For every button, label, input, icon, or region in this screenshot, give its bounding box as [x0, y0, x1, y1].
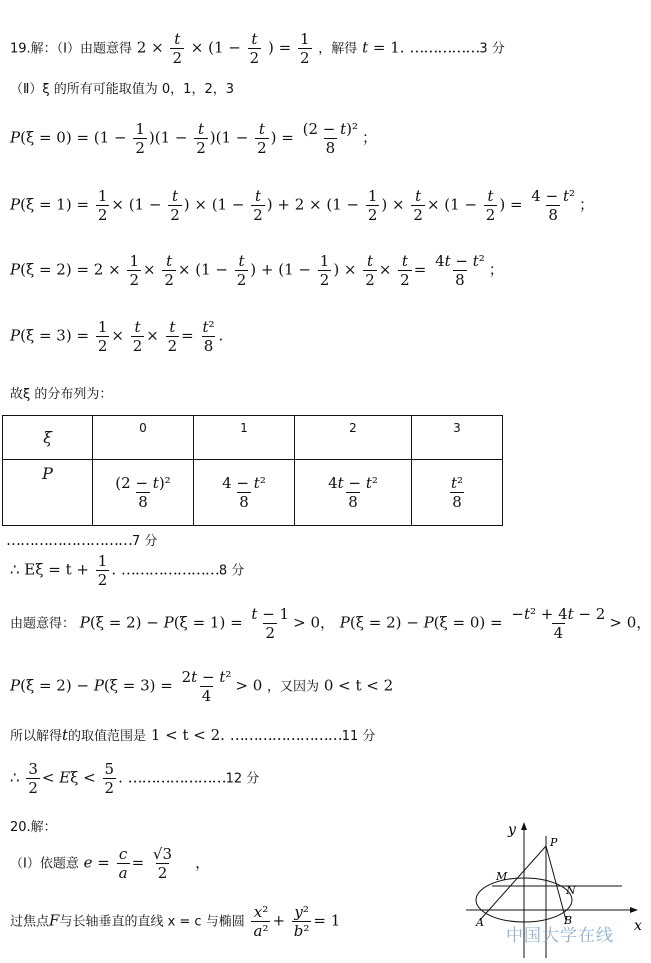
formula-p3: P(ξ = 3) = $\frac{1}{2}$ × $\frac{t}{2}$ × $\frac{t}{2}$ = $\frac{\text{t²}}{8}$ . [10, 318, 224, 355]
line-ap [480, 846, 546, 920]
label-y: y [508, 822, 516, 838]
formula-p1: P(ξ = 1) = $\frac{1}{2}$ × (1 − $\frac{t}{2}$ ) × (1 − $\frac{t}{2}$ ) + 2 × (1 − $\frac{1}{2}$ ) × $\frac{t}{2}$ × (1 − $\frac{t}{2}$ ) = $\frac{\text{4 − t²}}{8}$ ； [10, 187, 595, 224]
q19-part1: 19.解：（Ⅰ）由题意得 2 × $\frac{t}{2}$ × (1 − $\frac{t}{2}$ ) = $\frac{1}{2}$ ，解得 t = 1. ……………3 分 [10, 30, 505, 67]
prob-0: $\frac{\text{(2 − t)²}}{8}$ [93, 460, 194, 526]
y-arrow-icon [521, 822, 527, 830]
value-2: 2 [295, 416, 412, 460]
prob-3: $\frac{\text{t²}}{8}$ [412, 460, 503, 526]
label-a: A [476, 916, 484, 929]
label-m: M [496, 870, 508, 883]
watermark: 中国大学在线 [506, 926, 614, 946]
label-n: N [566, 884, 576, 897]
label-b: B [564, 914, 573, 927]
label-x: x [634, 918, 642, 934]
q19-part2: （Ⅱ）ξ 的所有可能取值为 0，1，2，3 [10, 82, 234, 97]
q20-heading: 20.解： [10, 820, 57, 835]
formula-p0: P(ξ = 0) = (1 − $\frac{1}{2}$ )(1 − $\frac{t}{2}$ )(1 − $\frac{t}{2}$ ) = $\frac{\text{(2 − t)²}}{8}$ ； [10, 120, 378, 157]
q20-part2: 过焦点F与长轴垂直的直线 x = c 与椭圆 $\frac{\text{x²}}{\text{a²}}$ + $\frac{\text{y²}}{\text{b²}}$ = 1 [10, 903, 341, 940]
q19-heading: 19.解：（Ⅰ）由题意得 [10, 41, 133, 57]
value-1: 1 [194, 416, 295, 460]
value-0: 0 [93, 416, 194, 460]
expectation: ∴ Eξ = t + $\frac{1}{2}$ . …………………8 分 [10, 552, 245, 589]
formula-p2: P(ξ = 2) = 2 × $\frac{1}{2}$ × $\frac{t}{2}$ × (1 − $\frac{t}{2}$ ) + (1 − $\frac{1}{2}$ ) × $\frac{t}{2}$ × $\frac{t}{2}$ = $\frac{\text{4t − t²}}{8}$ ； [10, 252, 504, 289]
range-line: 所以解得t的取值范围是 1 < t < 2. ……………………11 分 [10, 726, 376, 744]
p-header: P [3, 460, 93, 526]
q20-part1: （Ⅰ）依题意 e = $\frac{c}{a}$ = $\frac{√3}{2}$ ， [10, 845, 211, 882]
final-range: ∴ $\frac{3}{2}$ < Eξ < $\frac{5}{2}$ . …………………12 分 [10, 760, 260, 797]
score-3: 3 分 [479, 41, 505, 57]
x-arrow-icon [630, 907, 638, 913]
prob-1: $\frac{\text{4 − t²}}{8}$ [194, 460, 295, 526]
score-7-line: ………………………7 分 [6, 531, 158, 549]
condition-1: 由题意得： P(ξ = 2) − P(ξ = 1) = $\frac{t - 1}{2}$ > 0， P(ξ = 2) − P(ξ = 0) = $\frac{\text{−t² + 4t − 2}}{4}$ > 0， [10, 605, 651, 642]
xi-header: ξ [3, 416, 93, 460]
label-p: P [550, 836, 558, 849]
prob-2: $\frac{\text{4t − t²}}{8}$ [295, 460, 412, 526]
line-pb [546, 846, 566, 920]
distribution-table [2, 415, 503, 526]
condition-2: P(ξ = 2) − P(ξ = 3) = $\frac{\text{2t − t²}}{4}$ > 0 ，又因为 0 < t < 2 [10, 668, 394, 705]
table-intro: 故ξ 的分布列为： [10, 387, 113, 402]
value-3: 3 [412, 416, 503, 460]
